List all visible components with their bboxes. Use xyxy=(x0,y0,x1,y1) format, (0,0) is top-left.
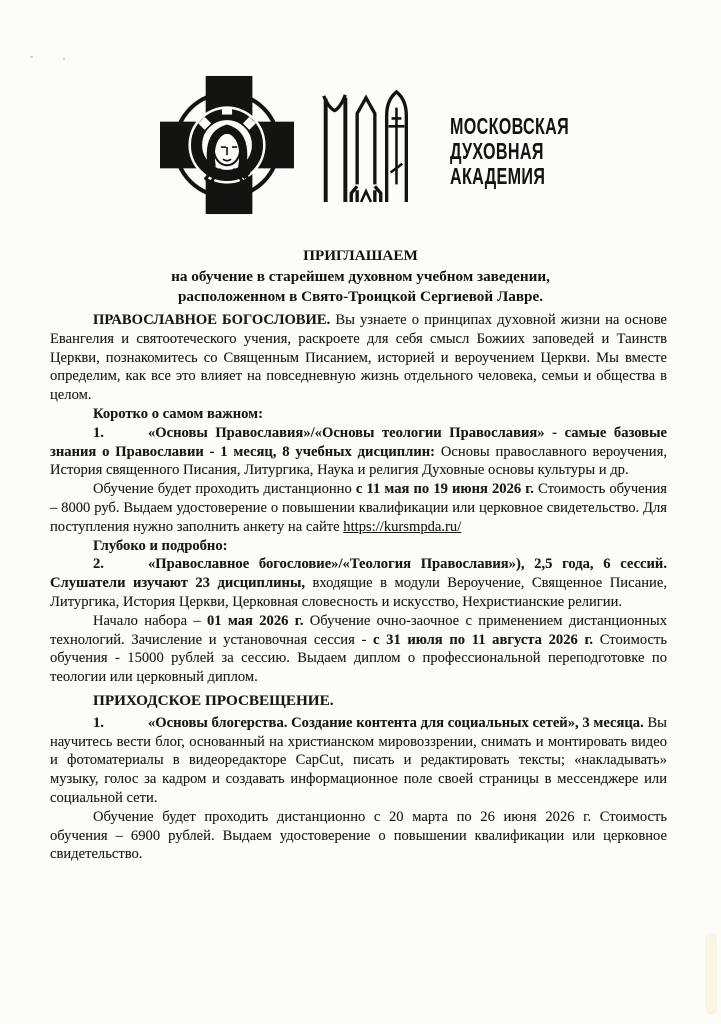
paragraph-text: Стоимость обучения – 8000 руб. Выдаем удостоверение о повышении квалификации или церковное свидетельство. Для поступления нужно заполнить анкету на сайте xyxy=(50,481,667,535)
section-lead-orthodox-theology: ПРАВОСЛАВНОЕ БОГОСЛОВИЕ. xyxy=(93,312,331,328)
paragraph-text: Стоимость обучения - 15000 рублей за сессию. Выдаем диплом о профессиональной переподготовке по теологии или церковный диплом. xyxy=(50,631,667,686)
list-item-basics-course xyxy=(50,424,667,480)
document-body xyxy=(50,311,667,864)
heading-short-summary: Коротко о самом важном: xyxy=(93,405,263,422)
mda-monogram-orthodox-cross-icon xyxy=(320,86,412,204)
paragraph-distance-learning-2: Обучение будет проходить дистанционно с 20 марта по 26 июня 2026 г. Стоимость обучения – 6900 рублей. Выдаем удостоверение о повышении квалификации или церковное свидетельство. xyxy=(50,808,667,863)
paragraph-distance-learning-1 xyxy=(50,480,667,536)
item-number: 1. xyxy=(93,424,104,441)
title-line-location: расположенном в Свято-Троицкой Сергиевой Лавре. xyxy=(177,288,544,305)
letterhead xyxy=(160,72,620,217)
paragraph-text: Обучение очно-заочное с применением дистанционных технологий. Зачисление и установочная сессия - xyxy=(50,612,668,648)
title-line-institution: на обучение в старейшем духовном учебном заведении, xyxy=(171,267,550,285)
paragraph-orthodox-theology xyxy=(50,311,667,405)
list-item-blogging-course xyxy=(50,714,667,808)
org-name xyxy=(450,114,569,189)
paragraph-text: Начало набора – xyxy=(93,612,207,629)
heading-parish-education: ПРИХОДСКОЕ ПРОСВЕЩЕНИЕ. xyxy=(93,691,334,709)
item-text: Вы научитесь вести блог, основанный на христианском мировоззрении, снимать и монтировать видео и фотоматериалы в видеоредакторе CapCut, писать и редактировать тексты; «накладывать» музыку, голос за кадром и создавать информационное поле своей страницы в мессенджере или социальной сети. xyxy=(50,714,667,806)
paragraph-text: Обучение будет проходить дистанционно xyxy=(93,481,356,498)
scan-speck xyxy=(30,56,33,58)
item-bold-text: «Основы блогерства. Создание контента для социальных сетей», 3 месяца. xyxy=(148,714,644,731)
enrollment-start-date: 01 мая 2026 г. xyxy=(207,612,304,629)
scan-streak-artifact xyxy=(705,933,717,1015)
org-name-line: АКАДЕМИЯ xyxy=(450,163,546,189)
course-dates: с 11 мая по 19 июня 2026 г. xyxy=(355,481,534,498)
session-dates: с 31 июля по 11 августа 2026 г. xyxy=(373,631,594,648)
org-name-line: ДУХОВНАЯ xyxy=(450,138,544,164)
paragraph-enrollment xyxy=(50,612,667,687)
paragraph-text: Вы узнаете о принципах духовной жизни на основе Евангелия и святоотеческого учения, раскроете для себя смысл Божиих заповедей и Таинств Церкви, познакомитесь со Священным Писанием, историей и вероучением Церкви. Мы вместе определим, как все это влияет на повседневную жизнь отдельного человека, семьи и общества в целом. xyxy=(50,312,667,404)
item-text: Основы православного вероучения, История священного Писания, Литургика, Наука и религия Духовные основы культуры и др. xyxy=(50,443,667,479)
org-name-line: МОСКОВСКАЯ xyxy=(450,113,570,139)
item-bold-text: «Православное богословие»/«Теология Православия»), 2,5 года, 6 сессий. Слушатели изучают 23 дисциплины, xyxy=(50,556,667,592)
title-line-invite: ПРИГЛАШАЕМ xyxy=(303,247,418,264)
item-number: 2. xyxy=(93,556,104,573)
christ-pantocrator-cross-emblem-icon xyxy=(160,75,294,215)
heading-in-depth: Глубоко и подробно: xyxy=(93,537,228,554)
list-item-theology-course xyxy=(50,555,667,611)
scan-speck xyxy=(63,58,65,60)
item-text: входящие в модули Вероучение, Священное Писание, Литургика, История Церкви, Церковная словесность и искусство, Нехристианские религии. xyxy=(50,575,667,610)
course-site-url: https://kursmpda.ru/ xyxy=(343,518,462,535)
invitation-title xyxy=(0,246,721,308)
item-bold-text: «Основы Православия»/«Основы теологии Православия» - самые базовые знания о Православии - 1 месяц, 8 учебных дисциплин: xyxy=(50,424,667,460)
item-number: 1. xyxy=(93,714,104,731)
